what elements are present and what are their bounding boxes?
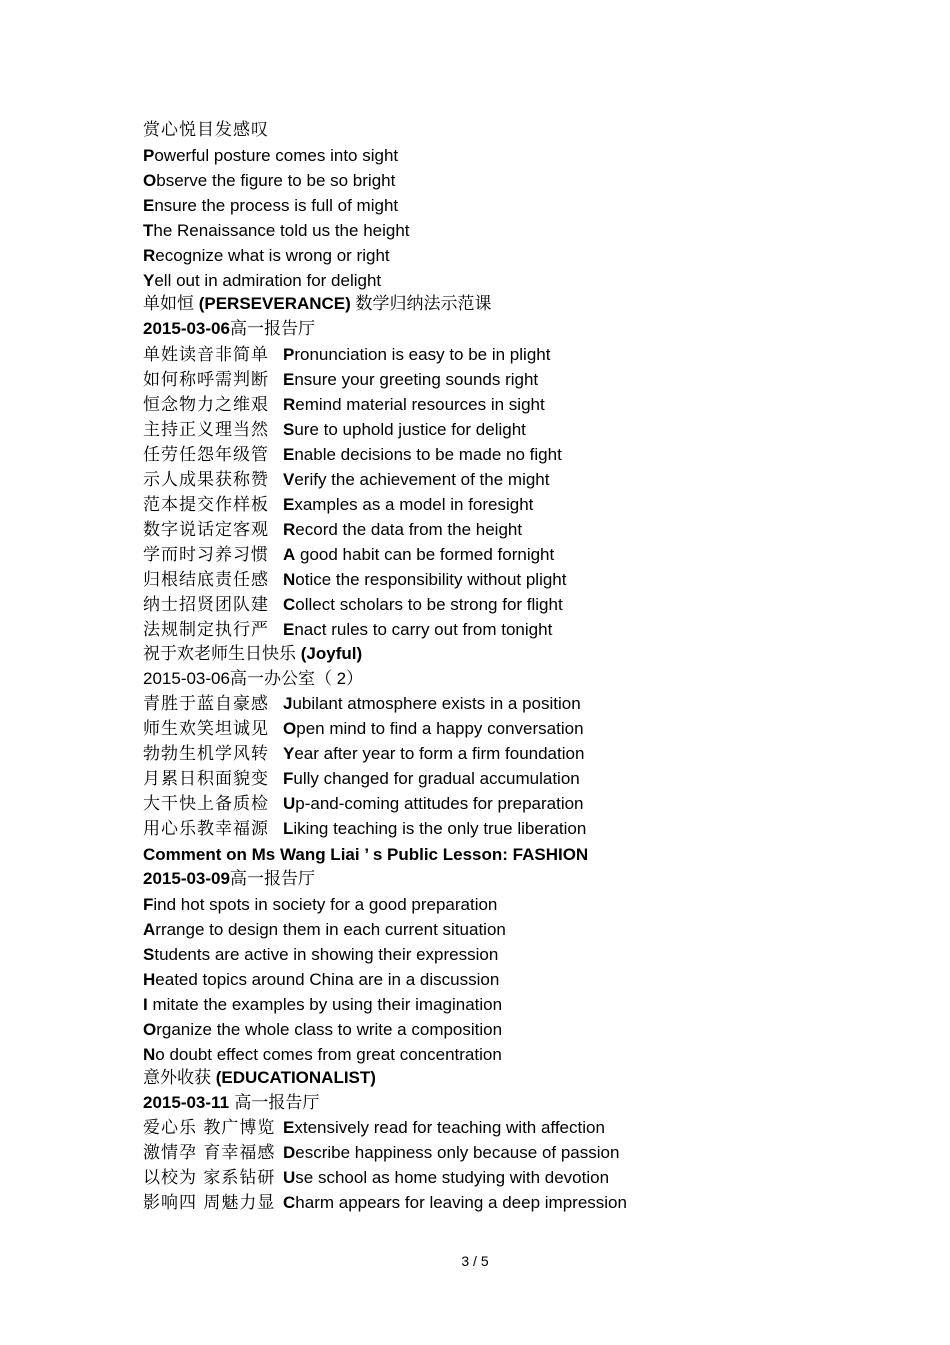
acrostic-initial: D	[283, 1143, 296, 1162]
poem-line	[143, 243, 390, 268]
english-verse: rrange to design them in each current situation	[155, 920, 506, 939]
english-verse: ecord the data from the height	[295, 520, 523, 539]
english-verse: p-and-coming attitudes for preparation	[295, 794, 584, 813]
acrostic-initial: E	[283, 370, 295, 389]
english-verse: nsure the process is full of might	[154, 196, 399, 215]
english-verse: mitate the examples by using their imagination	[147, 995, 503, 1014]
acrostic-initial: S	[283, 420, 295, 439]
english-verse: eated topics around China are in a discussion	[155, 970, 500, 989]
chinese-verse: 影响四 周魅力显	[143, 1193, 276, 1213]
chinese-verse: 如何称呼需判断	[143, 370, 269, 390]
acrostic-initial: R	[143, 246, 156, 265]
chinese-verse: 爱心乐 教广博览	[143, 1118, 276, 1138]
poem-line	[143, 592, 563, 617]
english-verse: otice the responsibility without plight	[295, 570, 567, 589]
acrostic-initial: O	[283, 719, 297, 738]
chinese-verse: 纳士招贤团队建	[143, 595, 269, 615]
poem-line	[143, 392, 545, 417]
english-verse: ear after year to form a firm foundation	[294, 744, 585, 763]
acrostic-initial: E	[143, 196, 155, 215]
poem-line	[143, 1042, 502, 1067]
acrostic-initial: E	[283, 1118, 295, 1137]
english-verse: ully changed for gradual accumulation	[293, 769, 580, 788]
poem-line	[143, 766, 580, 791]
english-verse: nsure your greeting sounds right	[294, 370, 539, 389]
english-verse: xtensively read for teaching with affection	[294, 1118, 605, 1137]
chinese-verse: 数字说话定客观	[143, 520, 269, 540]
poem-line	[143, 617, 552, 642]
poem5-title: 意外收获 (EDUCATIONALIST)	[143, 1068, 376, 1088]
chinese-verse: 主持正义理当然	[143, 420, 269, 440]
poem-line	[143, 492, 533, 517]
poem-line	[143, 992, 502, 1017]
acrostic-initial: N	[143, 1045, 156, 1064]
poem3-date: 2015-03-06高一办公室（ 2）	[143, 669, 364, 688]
english-verse: he Renaissance told us the height	[153, 221, 410, 240]
poem-line	[143, 691, 581, 716]
acrostic-initial: E	[283, 445, 295, 464]
acrostic-initial: L	[283, 819, 294, 838]
chinese-verse: 大干快上备质检	[143, 794, 269, 814]
acrostic-initial: S	[143, 945, 155, 964]
english-verse: pen mind to find a happy conversation	[296, 719, 584, 738]
acrostic-initial: Y	[143, 271, 155, 290]
english-verse: ure to uphold justice for delight	[294, 420, 526, 439]
acrostic-initial: F	[143, 895, 154, 914]
chinese-verse: 任劳任怨年级管	[143, 445, 269, 465]
poem-line	[143, 791, 584, 816]
poem-line	[143, 716, 584, 741]
page-number: 3 / 5	[461, 1253, 489, 1269]
poem-line	[143, 193, 398, 218]
acrostic-initial: A	[283, 545, 296, 564]
poem3-title: 祝于欢老师生日快乐 (Joyful)	[143, 644, 363, 663]
chinese-verse: 范本提交作样板	[143, 495, 269, 515]
poem4-title: Comment on Ms Wang Liai ’ s Public Lesson: FASHION	[143, 845, 589, 864]
acrostic-initial: V	[283, 470, 295, 489]
poem-line	[143, 417, 526, 442]
chinese-verse: 月累日积面貌变	[143, 769, 269, 789]
chinese-verse: 学而时习养习惯	[143, 545, 269, 565]
english-verse: harm appears for leaving a deep impression	[295, 1193, 627, 1212]
english-verse: ronunciation is easy to be in plight	[294, 345, 551, 364]
english-verse: owerful posture comes into sight	[154, 146, 399, 165]
poem-line	[143, 1165, 609, 1190]
acrostic-initial: E	[283, 495, 295, 514]
acrostic-initial: I	[143, 995, 148, 1014]
acrostic-initial: J	[283, 694, 293, 713]
english-verse: nable decisions to be made no fight	[294, 445, 562, 464]
poem-line	[143, 467, 549, 492]
acrostic-initial: T	[143, 221, 154, 240]
acrostic-initial: O	[143, 171, 157, 190]
acrostic-initial: P	[143, 146, 155, 165]
poem-line	[143, 367, 538, 392]
acrostic-initial: C	[283, 595, 296, 614]
poem-line	[143, 218, 410, 243]
english-verse: ollect scholars to be strong for flight	[295, 595, 563, 614]
acrostic-initial: P	[283, 345, 295, 364]
poem4-date: 2015-03-09高一报告厅	[143, 869, 315, 889]
poem-line	[143, 741, 584, 766]
english-verse: se school as home studying with devotion	[295, 1168, 610, 1187]
acrostic-initial: E	[283, 620, 295, 639]
poem-line	[143, 1140, 619, 1165]
poem-line	[143, 917, 506, 942]
poem-line	[143, 1190, 627, 1215]
acrostic-initial: H	[143, 970, 156, 989]
poem-line	[143, 268, 381, 293]
chinese-verse: 勃勃生机学风转	[143, 744, 269, 764]
english-verse: nact rules to carry out from tonight	[294, 620, 553, 639]
chinese-verse: 单姓读音非简单	[143, 345, 269, 365]
poem5-date: 2015-03-11 高一报告厅	[143, 1093, 320, 1113]
chinese-verse: 激情孕 育幸福感	[143, 1143, 276, 1163]
poem-line	[143, 168, 395, 193]
poem-line	[143, 967, 499, 992]
chinese-verse: 用心乐教幸福源	[143, 819, 269, 839]
english-verse: xamples as a model in foresight	[294, 495, 534, 514]
poem-line	[143, 442, 562, 467]
english-verse: bserve the figure to be so bright	[156, 171, 396, 190]
english-verse: o doubt effect comes from great concentration	[155, 1045, 502, 1064]
poem-line	[143, 567, 566, 592]
chinese-verse: 以校为 家系钻研	[143, 1168, 276, 1188]
english-verse: ell out in admiration for delight	[154, 271, 382, 290]
english-verse: erify the achievement of the might	[294, 470, 550, 489]
english-verse: escribe happiness only because of passion	[295, 1143, 620, 1162]
poem-line	[143, 942, 498, 967]
poem-line	[143, 1017, 502, 1042]
poem2-title: 单如恒 (PERSEVERANCE) 数学归纳法示范课	[143, 294, 492, 314]
acrostic-initial: F	[283, 769, 294, 788]
chinese-verse: 归根结底责任感	[143, 570, 269, 590]
poem-line	[143, 542, 554, 567]
chinese-verse: 法规制定执行严	[143, 620, 269, 640]
acrostic-initial: U	[283, 794, 296, 813]
chinese-verse: 师生欢笑坦诚见	[143, 719, 269, 739]
english-verse: ubilant atmosphere exists in a position	[292, 694, 581, 713]
poem-line	[143, 517, 522, 542]
acrostic-initial: Y	[283, 744, 295, 763]
acrostic-initial: C	[283, 1193, 296, 1212]
english-verse: tudents are active in showing their expression	[154, 945, 499, 964]
poem-line	[143, 342, 550, 367]
poem-line	[143, 143, 398, 168]
english-verse: emind material resources in sight	[295, 395, 545, 414]
acrostic-initial: R	[283, 520, 296, 539]
chinese-verse: 恒念物力之维艰	[143, 395, 269, 415]
poem-line	[143, 816, 586, 841]
poem-line	[143, 1115, 605, 1140]
acrostic-initial: N	[283, 570, 296, 589]
acrostic-initial: R	[283, 395, 296, 414]
acrostic-initial: O	[143, 1020, 157, 1039]
english-verse: rganize the whole class to write a composition	[156, 1020, 503, 1039]
chinese-verse: 青胜于蓝自豪感	[143, 694, 269, 714]
poem1-title: 赏心悦目发感叹	[143, 120, 269, 140]
english-verse: ind hot spots in society for a good preparation	[153, 895, 498, 914]
english-verse: ecognize what is wrong or right	[155, 246, 390, 265]
poem-line	[143, 892, 497, 917]
english-verse: iking teaching is the only true liberation	[293, 819, 587, 838]
acrostic-initial: A	[143, 920, 156, 939]
chinese-verse: 示人成果获称赞	[143, 470, 269, 490]
poem2-date: 2015-03-06高一报告厅	[143, 319, 315, 339]
acrostic-initial: U	[283, 1168, 296, 1187]
english-verse: good habit can be formed fornight	[295, 545, 555, 564]
